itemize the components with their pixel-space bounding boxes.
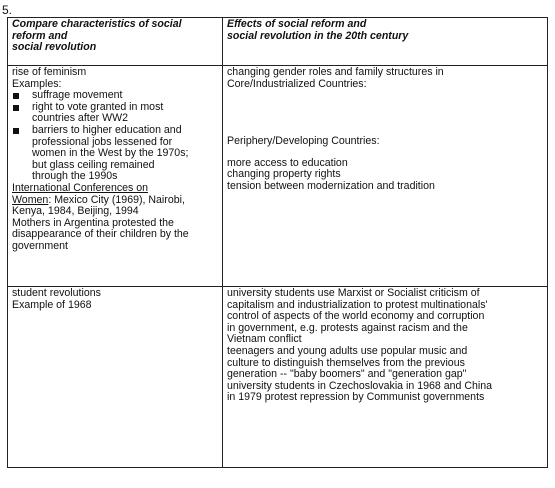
conference-heading: Women xyxy=(12,193,49,206)
cell-line: generation -- "baby boomers" and "generation gap" xyxy=(227,368,467,381)
cell-line: disappearance of their children by the xyxy=(12,228,189,241)
feminism-right-cell xyxy=(223,66,548,287)
cell-line: culture to distinguish themselves from the previous xyxy=(227,356,465,369)
cell-line: teenagers and young adults use popular music and xyxy=(227,344,468,357)
cell-line: tension between modernization and tradition xyxy=(227,179,435,192)
question-number: 5. xyxy=(2,3,13,17)
cell-line: Periphery/Developing Countries: xyxy=(227,135,380,148)
cell-line: control of aspects of the world economy and corruption xyxy=(227,310,485,323)
cell-line: Mothers in Argentina protested the xyxy=(12,216,174,229)
cell-line: Examples: xyxy=(12,77,62,90)
cell-line: Kenya, 1984, Beijing, 1994 xyxy=(12,205,139,218)
table-row-feminism xyxy=(8,66,548,287)
cell-line: in 1979 protest repression by Communist governments xyxy=(227,391,485,404)
bullet-line: professional jobs lessened for xyxy=(32,135,173,148)
header-left-line: reform and xyxy=(12,29,68,42)
cell-line: changing gender roles and family structures in xyxy=(227,66,444,78)
cell-line: Example of 1968 xyxy=(12,298,92,311)
header-left-line: Compare characteristics of social xyxy=(12,18,182,30)
conference-heading: International Conferences on xyxy=(12,181,149,194)
table-header-row xyxy=(8,18,548,66)
cell-line: more access to education xyxy=(227,156,348,169)
header-right-line: Effects of social reform and xyxy=(227,18,367,30)
students-right-cell xyxy=(223,287,548,468)
header-right-line: social revolution in the 20th century xyxy=(227,29,409,42)
bullet-item xyxy=(12,102,218,125)
bullet-line: through the 1990s xyxy=(32,170,118,183)
header-left-cell xyxy=(8,18,223,66)
feminism-left-cell xyxy=(8,66,223,287)
cell-line: changing property rights xyxy=(227,168,341,181)
cell-line: Core/Industrialized Countries: xyxy=(227,77,367,90)
bullet-line: countries after WW2 xyxy=(32,112,128,125)
header-left-line: social revolution xyxy=(12,41,97,54)
bullet-line: barriers to higher education and xyxy=(32,123,182,136)
students-left-cell xyxy=(8,287,223,468)
bullet-line: women in the West by the 1970s; xyxy=(32,147,189,160)
header-right-cell xyxy=(223,18,548,66)
cell-line: university students use Marxist or Socialist criticism of xyxy=(227,287,480,299)
cell-line: university students in Czechoslovakia in 1968 and China xyxy=(227,379,492,392)
bullet-line: but glass ceiling remained xyxy=(32,158,155,171)
cell-line: capitalism and industrialization to protest multinationals' xyxy=(227,298,488,311)
cell-line: student revolutions xyxy=(12,287,101,299)
cell-line: government xyxy=(12,239,68,252)
bullet-line: right to vote granted in most xyxy=(32,100,164,113)
cell-line: Vietnam conflict xyxy=(227,333,302,346)
cell-line: rise of feminism xyxy=(12,66,87,78)
examples-list xyxy=(12,90,218,183)
conference-cities: : Mexico City (1969), Nairobi, xyxy=(48,193,185,206)
bullet-item xyxy=(12,125,218,183)
table-row-student-revolutions xyxy=(8,287,548,468)
spacer xyxy=(227,90,543,136)
comparison-table xyxy=(7,17,548,468)
cell-line: in government, e.g. protests against racism and the xyxy=(227,321,468,334)
bullet-line: suffrage movement xyxy=(32,89,123,102)
